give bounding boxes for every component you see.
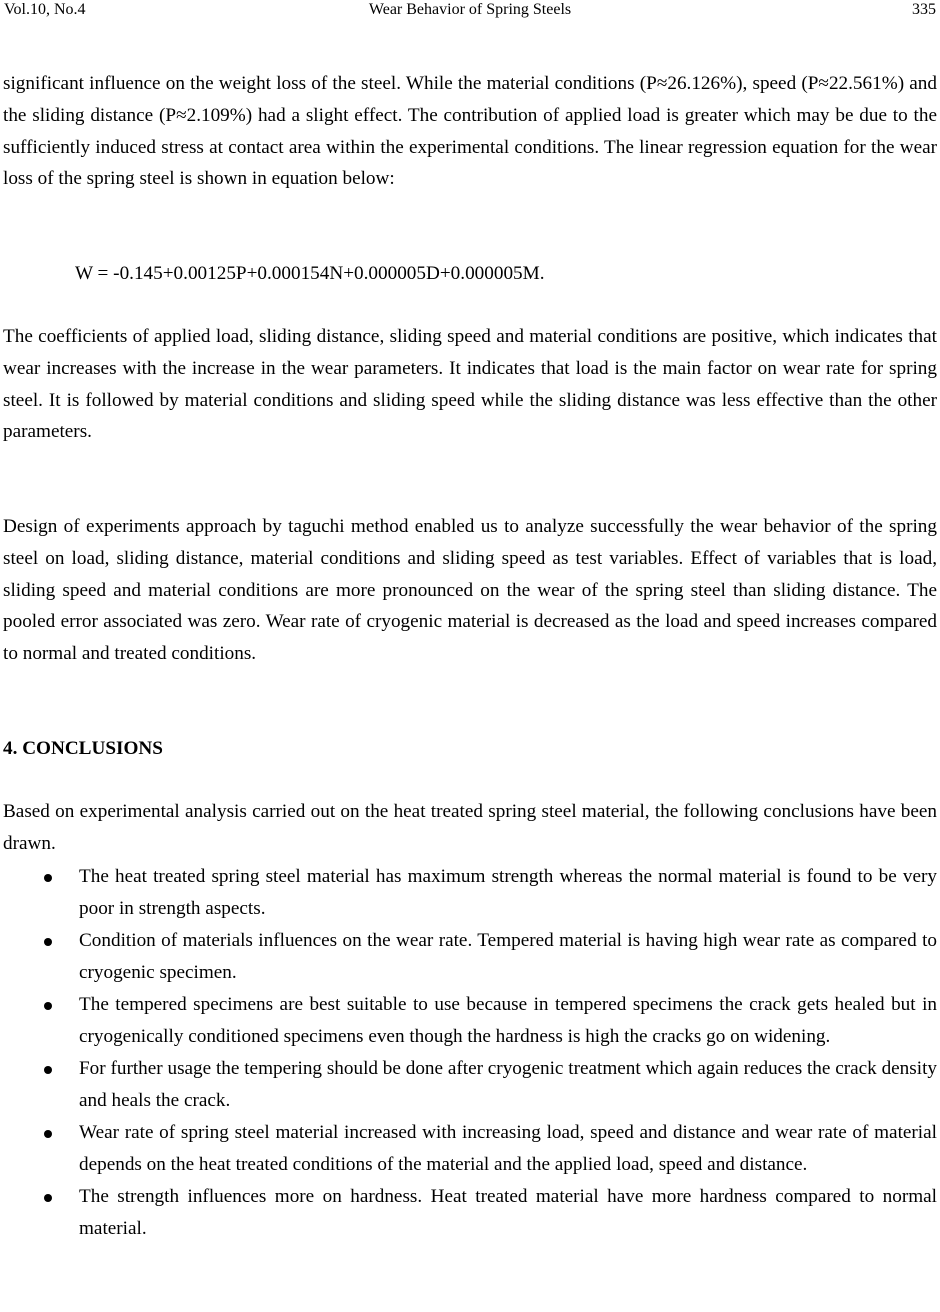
conclusion-item [0, 1053, 940, 1117]
conclusion-item [0, 925, 940, 989]
bullet-icon [44, 938, 52, 946]
bullet-icon [44, 1066, 52, 1074]
regression-equation: W = -0.145+0.00125P+0.000154N+0.000005D+0.000005M. [75, 263, 545, 284]
bullet-icon [44, 1194, 52, 1202]
bullet-icon [44, 874, 52, 882]
running-header [4, 0, 936, 22]
conclusion-text: The strength influences more on hardness. Heat treated material have more hardness compared to normal material. [79, 1186, 937, 1240]
paragraph-design-of-experiments: Design of experiments approach by taguchi method enabled us to analyze successfully the wear behavior of the spring steel on load, sliding distance, material conditions and sliding speed as test variables. Effect of variables that is load, sliding speed and material conditions are more pronounced on the wear of the spring steel than sliding distance. The pooled error associated was zero. Wear rate of cryogenic material is decreased as the load and speed increases compared to normal and treated conditions. [3, 516, 937, 665]
journal-volume: Vol.10, No.4 [4, 1, 86, 18]
bullet-icon [44, 1002, 52, 1010]
conclusion-item [0, 1117, 940, 1181]
conclusion-text: The heat treated spring steel material has maximum strength whereas the normal material is found to be very poor in strength aspects. [79, 866, 937, 919]
conclusion-item [0, 989, 940, 1053]
section-heading-conclusions: 4. CONCLUSIONS [3, 738, 163, 759]
paragraph-coefficients: The coefficients of applied load, sliding distance, sliding speed and material conditions are positive, which indicates that wear increases with the increase in the wear parameters. It indicates that load is the main factor on wear rate for spring steel. It is followed by material conditions and sliding speed while the sliding distance was less effective than the other parameters. [3, 326, 937, 443]
conclusion-text: Condition of materials influences on the wear rate. Tempered material is having high wear rate as compared to cryogenic specimen. [79, 930, 937, 983]
paragraph-weight-loss: significant influence on the weight loss of the steel. While the material conditions (P≈26.126%), speed (P≈22.561%) and the sliding distance (P≈2.109%) had a slight effect. The contribution of applied load is greater which may be due to the sufficiently induced stress at contact area within the experimental conditions. The linear regression equation for the wear loss of the spring steel is shown in equation below: [3, 73, 937, 190]
conclusions-intro: Based on experimental analysis carried out on the heat treated spring steel material, the following conclusions have been drawn. [3, 801, 937, 854]
conclusion-text: Wear rate of spring steel material increased with increasing load, speed and distance and wear rate of material depends on the heat treated conditions of the material and the applied load, speed and distance. [79, 1122, 937, 1176]
running-title: Wear Behavior of Spring Steels [368, 1, 572, 18]
page-number: 335 [912, 1, 936, 18]
conclusion-item [0, 1181, 940, 1245]
conclusions-list [0, 861, 940, 1246]
conclusion-item [0, 861, 940, 925]
conclusion-text: The tempered specimens are best suitable to use because in tempered specimens the crack gets healed but in cryogenically conditioned specimens even though the hardness is high the cracks go on widening. [79, 994, 937, 1047]
bullet-icon [44, 1130, 52, 1138]
conclusion-text: For further usage the tempering should be done after cryogenic treatment which again reduces the crack density and heals the crack. [79, 1058, 937, 1112]
